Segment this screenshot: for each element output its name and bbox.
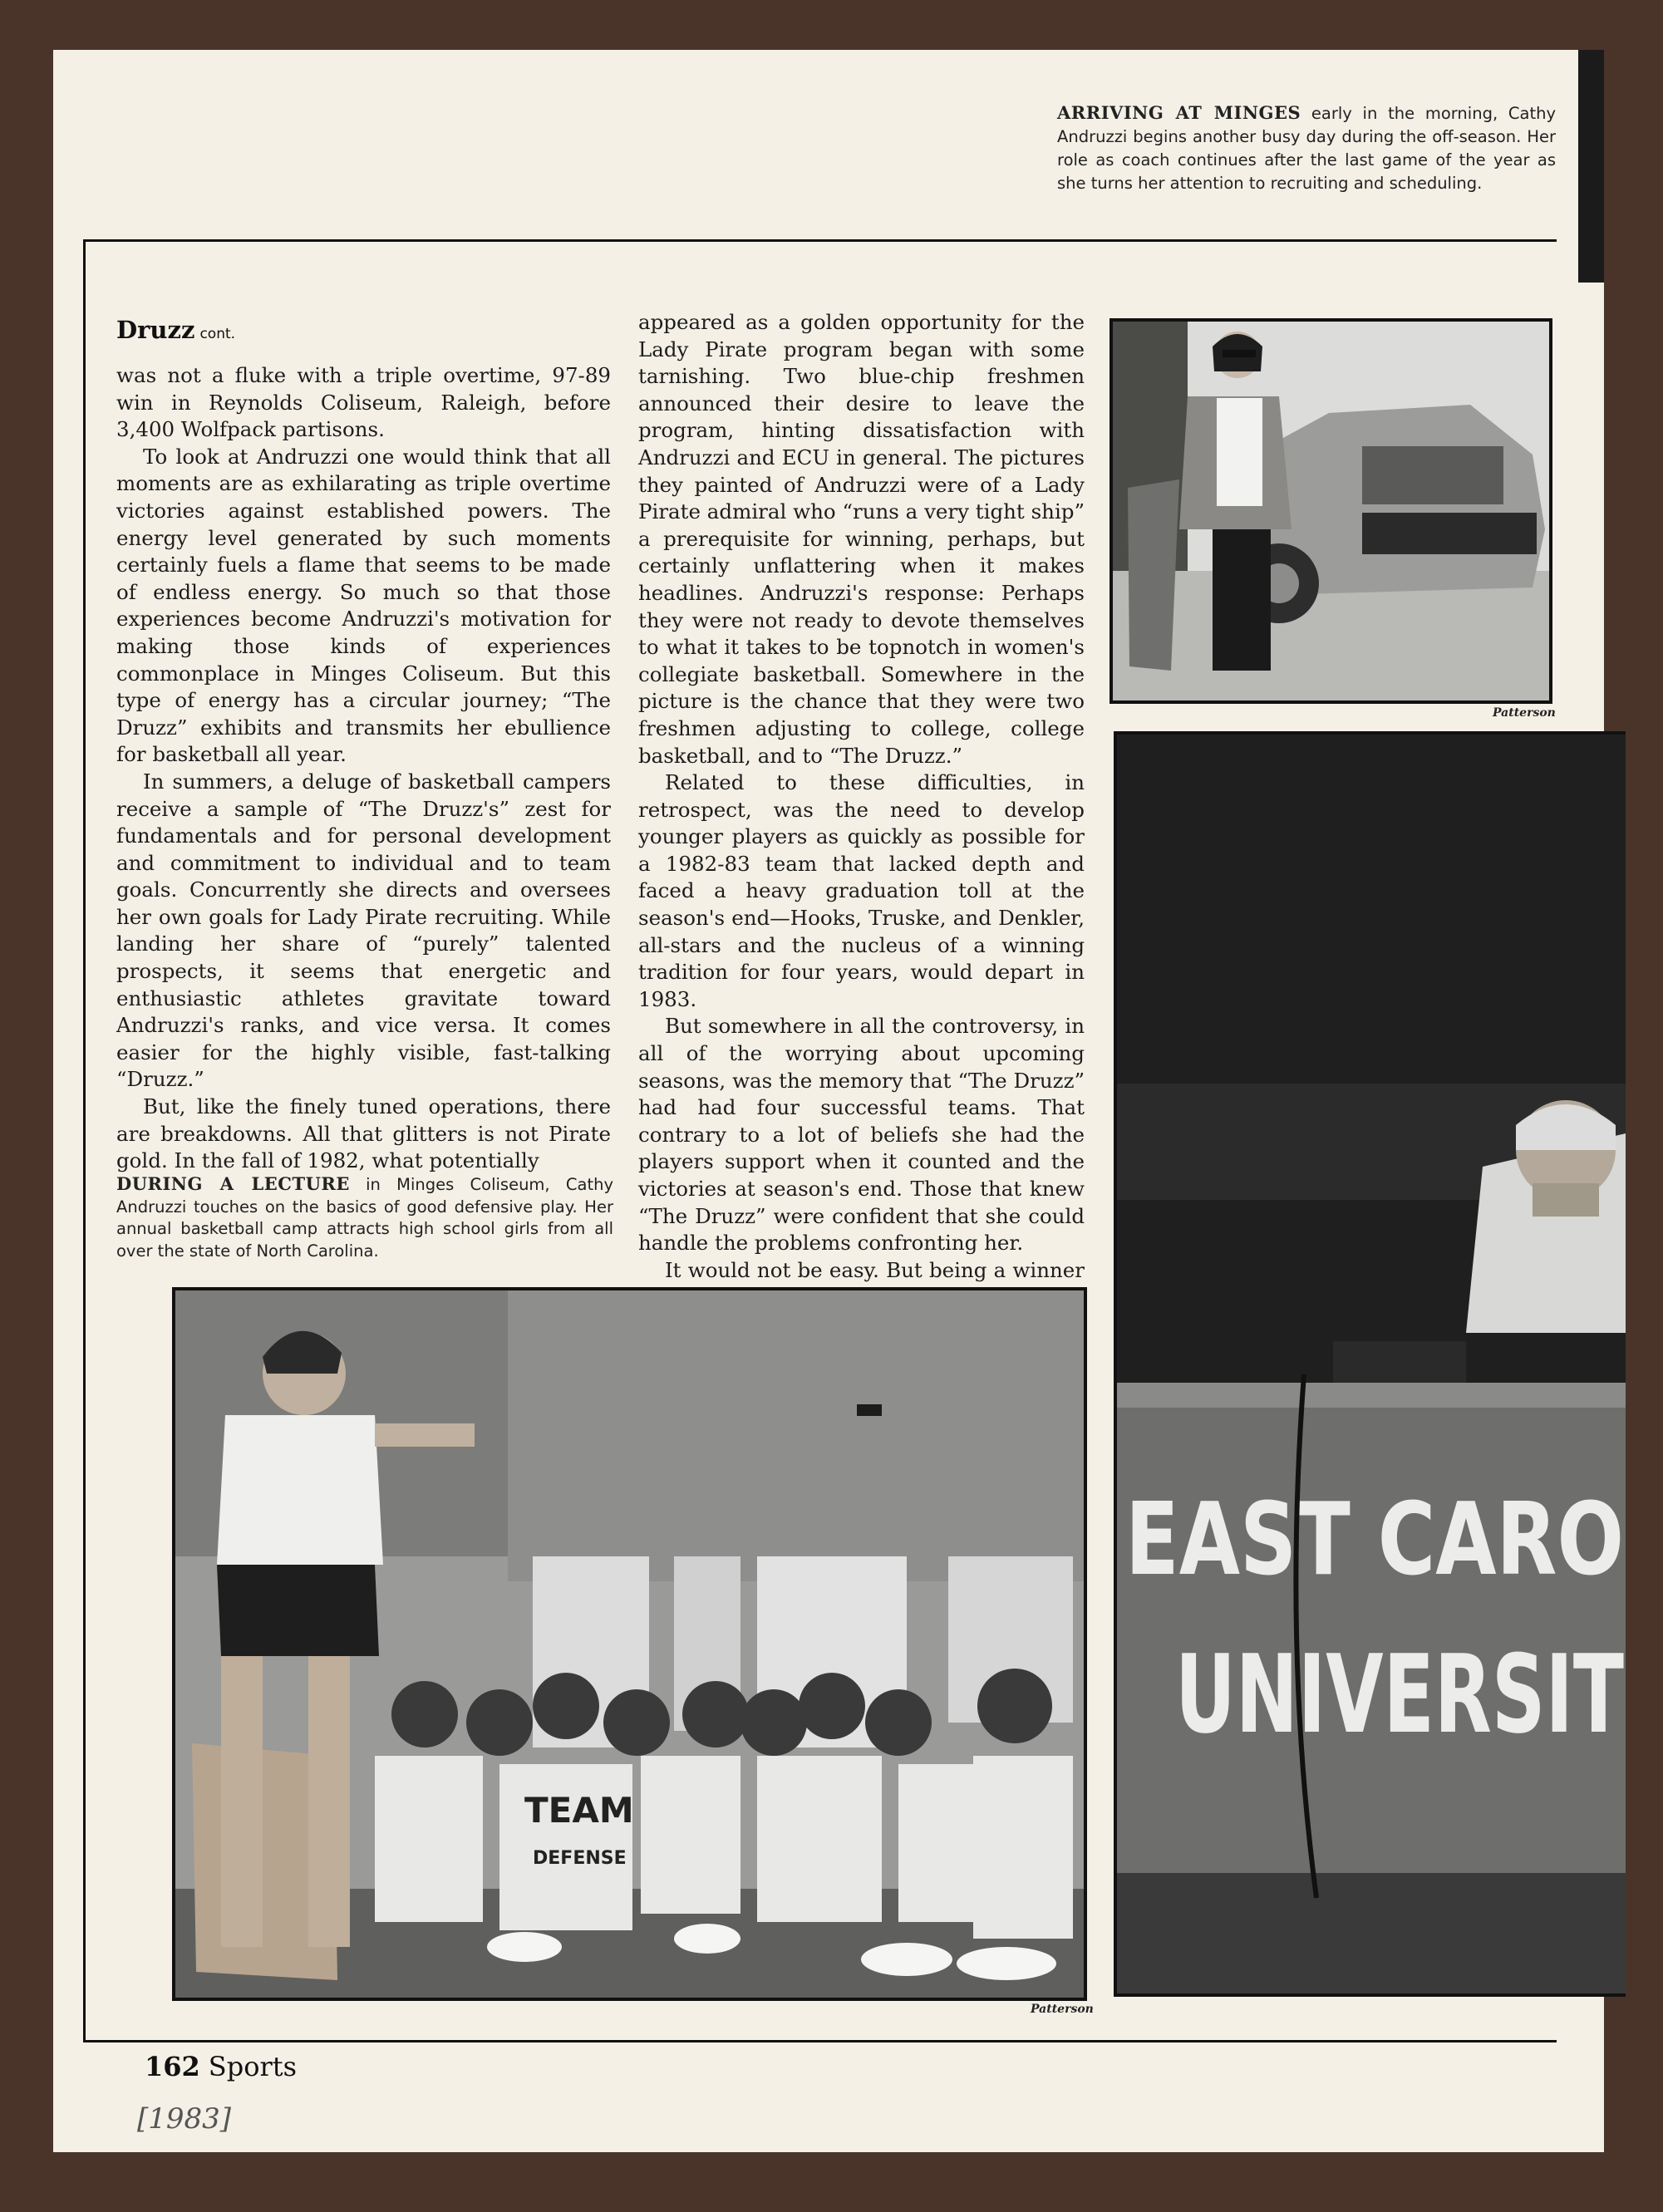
photo-coach-at-car [1109, 318, 1552, 704]
caption-arriving [1057, 101, 1556, 195]
photo-scorers-table [1114, 731, 1626, 1997]
caption-lead: ARRIVING AT MINGES [1057, 102, 1301, 123]
heading-title: Druzz [116, 316, 195, 344]
banner-line1: EAST CARO [1125, 1482, 1624, 1598]
paragraph: But, like the finely tuned operations, there are breakdowns. All that glitters is not Pirate gold. In the fall of 1982, what potentially [116, 1094, 611, 1173]
paragraph: was not a fluke with a triple overtime, 97-89 win in Reynolds Coliseum, Raleigh, before 3,400 Wolfpack partisons. [116, 363, 611, 442]
page-number: 162 [145, 2051, 200, 2082]
caption-lead: DURING A LECTURE [116, 1173, 350, 1194]
article-column-1 [116, 362, 611, 1175]
final-text: It would not be easy. But being a winner [665, 1257, 1085, 1282]
photo-basketball-camp-lecture [172, 1287, 1087, 2001]
paragraph: Related to these difficulties, in retrospect, was the need to develop younger players as quickly as possible for a 1982-83 team that lacked depth and faced a heavy graduation toll at the season's end—Hooks, Truske, and Denkler, all-stars and the nucleus of a winning tradition for four years, would depart in 1983. [638, 770, 1085, 1011]
paragraph: In summers, a deluge of basketball campers receive a sample of “The Druzz's” zest for fundamentals and for personal development and commitment to individual and to team goals. Concurrently she directs and oversees her own goals for Lady Pirate recruiting. While landing her share of “purely” talented prospects, it seems that energetic and enthusiastic athletes gravitate toward Andruzzi's ranks, and vice versa. It comes easier for the highly visible, fast-talking “Druzz.” [116, 769, 611, 1092]
shirt-text-team: TEAM [524, 1790, 634, 1831]
handwritten-year: [1983] [137, 2102, 232, 2136]
photo-credit: Patterson [1493, 706, 1556, 720]
page-folio [145, 2051, 297, 2082]
heading-suffix: cont. [199, 326, 236, 342]
shirt-text-defense: DEFENSE [533, 1848, 627, 1869]
section-name: Sports [208, 2051, 298, 2082]
paragraph: appeared as a golden opportunity for the Lady Pirate program began with some tarnishing. Two blue-chip freshmen announced their desire to leave the program, hinting dissatisfaction with Andruzzi and ECU in general. The pictures they painted of Andruzzi were of a Lady Pirate admiral who “runs a very tight ship” a prerequisite for winning, perhaps, but certainly unflattering when it makes headlines. Andruzzi's response: Perhaps they were not ready to devote themselves to what it takes to be topnotch in women's collegiate basketball. Somewhere in the picture is the chance that they were two freshmen adjusting to college, college basketball, and to “The Druzz.” [638, 310, 1085, 768]
banner-line2: UNIVERSIT [1175, 1631, 1624, 1757]
photo-credit: Patterson [1031, 2003, 1094, 2016]
paragraph: But somewhere in all the controversy, in all of the worrying about upcoming seasons, was the memory that “The Druzz” had had four successful teams. That contrary to a lot of beliefs she had the players support when it counted and the victories at season's end. Those that knew “The Druzz” were confident that she could handle the problems confronting her. [638, 1014, 1085, 1256]
caption-lecture [116, 1173, 613, 1262]
article-heading [116, 316, 235, 344]
paragraph: To look at Andruzzi one would think that all moments are as exhilarating as triple overtime victories against established powers. The energy level generated by such moments certainly fuels a flame that seems to be made of endless energy. So much so that those experiences become Andruzzi's motivation for making those kinds of experiences commonplace in Minges Coliseum. But this type of energy has a circular journey; “The Druzz” exhibits and transmits her ebullience for basketball all year. [116, 444, 611, 767]
caption-text: early in the morning, Cathy Andruzzi begins another busy day during the off-season. Her role as coach continues after the last game of the year as she turns her attention to recruiting and scheduling. [1057, 104, 1557, 193]
adjacent-page-edge [1578, 50, 1604, 283]
caption-text: in Minges Coliseum, Cathy Andruzzi touches on the basics of good defensive play. Her annual basketball camp attracts high school girls from all over the state of North Carolina. [116, 1175, 613, 1261]
article-column-2 [638, 309, 1085, 1311]
